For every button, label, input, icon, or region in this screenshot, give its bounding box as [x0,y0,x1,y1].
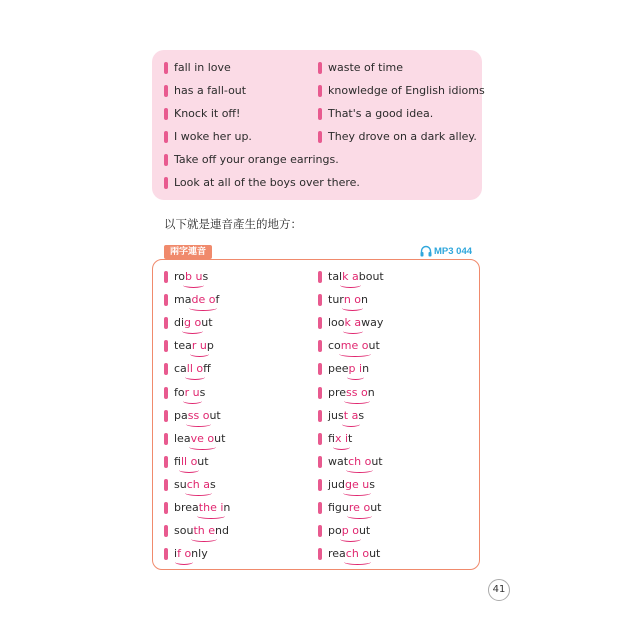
pair-words: reach out [328,547,381,561]
pair-words: figure out [328,501,382,514]
bullet-bar [318,85,322,97]
bullet-bar [164,525,168,537]
pair-words: press on [328,385,375,399]
audio-label: MP3 044 [434,246,473,257]
bullet-bar [164,154,168,166]
link-arc: x i [334,431,349,445]
phrase-text: They drove on a dark alley. [328,130,477,143]
bullet-bar [318,525,322,537]
link-arc: re o [348,501,371,514]
pair-words: fix it [328,431,353,445]
pair-words: fill out [174,454,209,468]
phrase-text: Look at all of the boys over there. [174,176,360,189]
phrase-text: knowledge of English idioms [328,84,485,97]
bullet-bar [164,456,168,468]
bullet-bar [318,62,322,74]
pair-words: such as [174,477,216,491]
pair-words: south end [174,524,229,538]
link-arc: the i [198,501,224,514]
phrase-text: That's a good idea. [328,107,434,120]
pair-words: if only [174,547,208,561]
bullet-bar [318,387,322,399]
link-arc: p i [348,362,363,376]
phrase-text: Take off your orange earrings. [174,153,339,166]
pair-words: judge us [328,477,375,491]
pair-words: talk about [328,270,384,283]
page-number: 41 [488,579,510,601]
pair-words: dig out [174,316,213,330]
link-arc: ge u [345,477,370,491]
link-arc: g o [184,316,202,330]
link-arc: de o [191,293,216,307]
link-arc: ve o [190,431,215,445]
link-arc: ll o [180,454,198,468]
pair-words: watch out [328,454,383,468]
link-arc: ch o [345,547,370,561]
pair-words: peep in [328,362,370,376]
headphones-icon [420,245,432,257]
pair-words: breathe in [174,501,231,514]
phrase-text: has a fall-out [174,84,247,97]
bullet-bar [164,108,168,120]
bullet-bar [318,456,322,468]
bullet-bar [318,108,322,120]
bullet-bar [318,548,322,560]
link-arc: p o [341,524,359,538]
link-arc: ch a [186,477,210,491]
bullet-bar [318,363,322,375]
phrase-text: I woke her up. [174,130,252,143]
bullet-bar [318,433,322,445]
link-arc: t a [343,408,359,422]
pair-words: turn on [328,293,369,307]
bullet-bar [164,271,168,283]
link-arc: ll o [186,362,204,376]
bullet-bar [318,479,322,491]
bullet-bar [164,479,168,491]
pair-words: look away [328,316,384,330]
bullet-bar [164,317,168,329]
section-tag: 兩字連音 [164,245,212,259]
bullet-bar [164,410,168,422]
link-arc: ss o [346,385,368,399]
pair-words: leave out [174,431,226,445]
link-arc: th e [193,524,216,538]
link-arc: k a [344,316,362,330]
link-arc: b u [185,270,203,283]
pair-words: pass out [174,408,221,422]
intro-text: 以下就是連音產生的地方： [164,217,302,231]
phrase-text: waste of time [328,61,403,74]
bullet-bar [318,502,322,514]
pair-words: for us [174,385,206,399]
bullet-bar [164,294,168,306]
pair-words: come out [328,339,380,353]
pair-words: tear up [174,339,214,353]
bullet-bar [164,502,168,514]
bullet-bar [164,548,168,560]
link-arc: f o [177,547,192,561]
pair-words: call off [174,362,211,376]
bullet-bar [164,363,168,375]
bullet-bar [318,340,322,352]
bullet-bar [164,387,168,399]
bullet-bar [318,410,322,422]
pair-words: pop out [328,524,371,538]
bullet-bar [318,131,322,143]
bullet-bar [318,317,322,329]
pair-words: rob us [174,270,209,283]
phrase-text: Knock it off! [174,107,241,120]
link-arc: me o [340,339,369,353]
link-arc: ss o [187,408,210,422]
link-arc: ch o [348,454,372,468]
link-arc: r u [184,385,200,399]
bullet-bar [164,340,168,352]
bullet-bar [164,131,168,143]
bullet-bar [318,271,322,283]
bullet-bar [164,433,168,445]
phrase-text: fall in love [174,61,231,74]
bullet-bar [318,294,322,306]
pair-words: just as [328,408,365,422]
bullet-bar [164,177,168,189]
bullet-bar [164,62,168,74]
link-arc: r u [191,339,207,353]
link-arc: k a [342,270,359,283]
link-arc: n o [343,293,362,307]
bullet-bar [164,85,168,97]
pair-words: made of [174,293,220,307]
